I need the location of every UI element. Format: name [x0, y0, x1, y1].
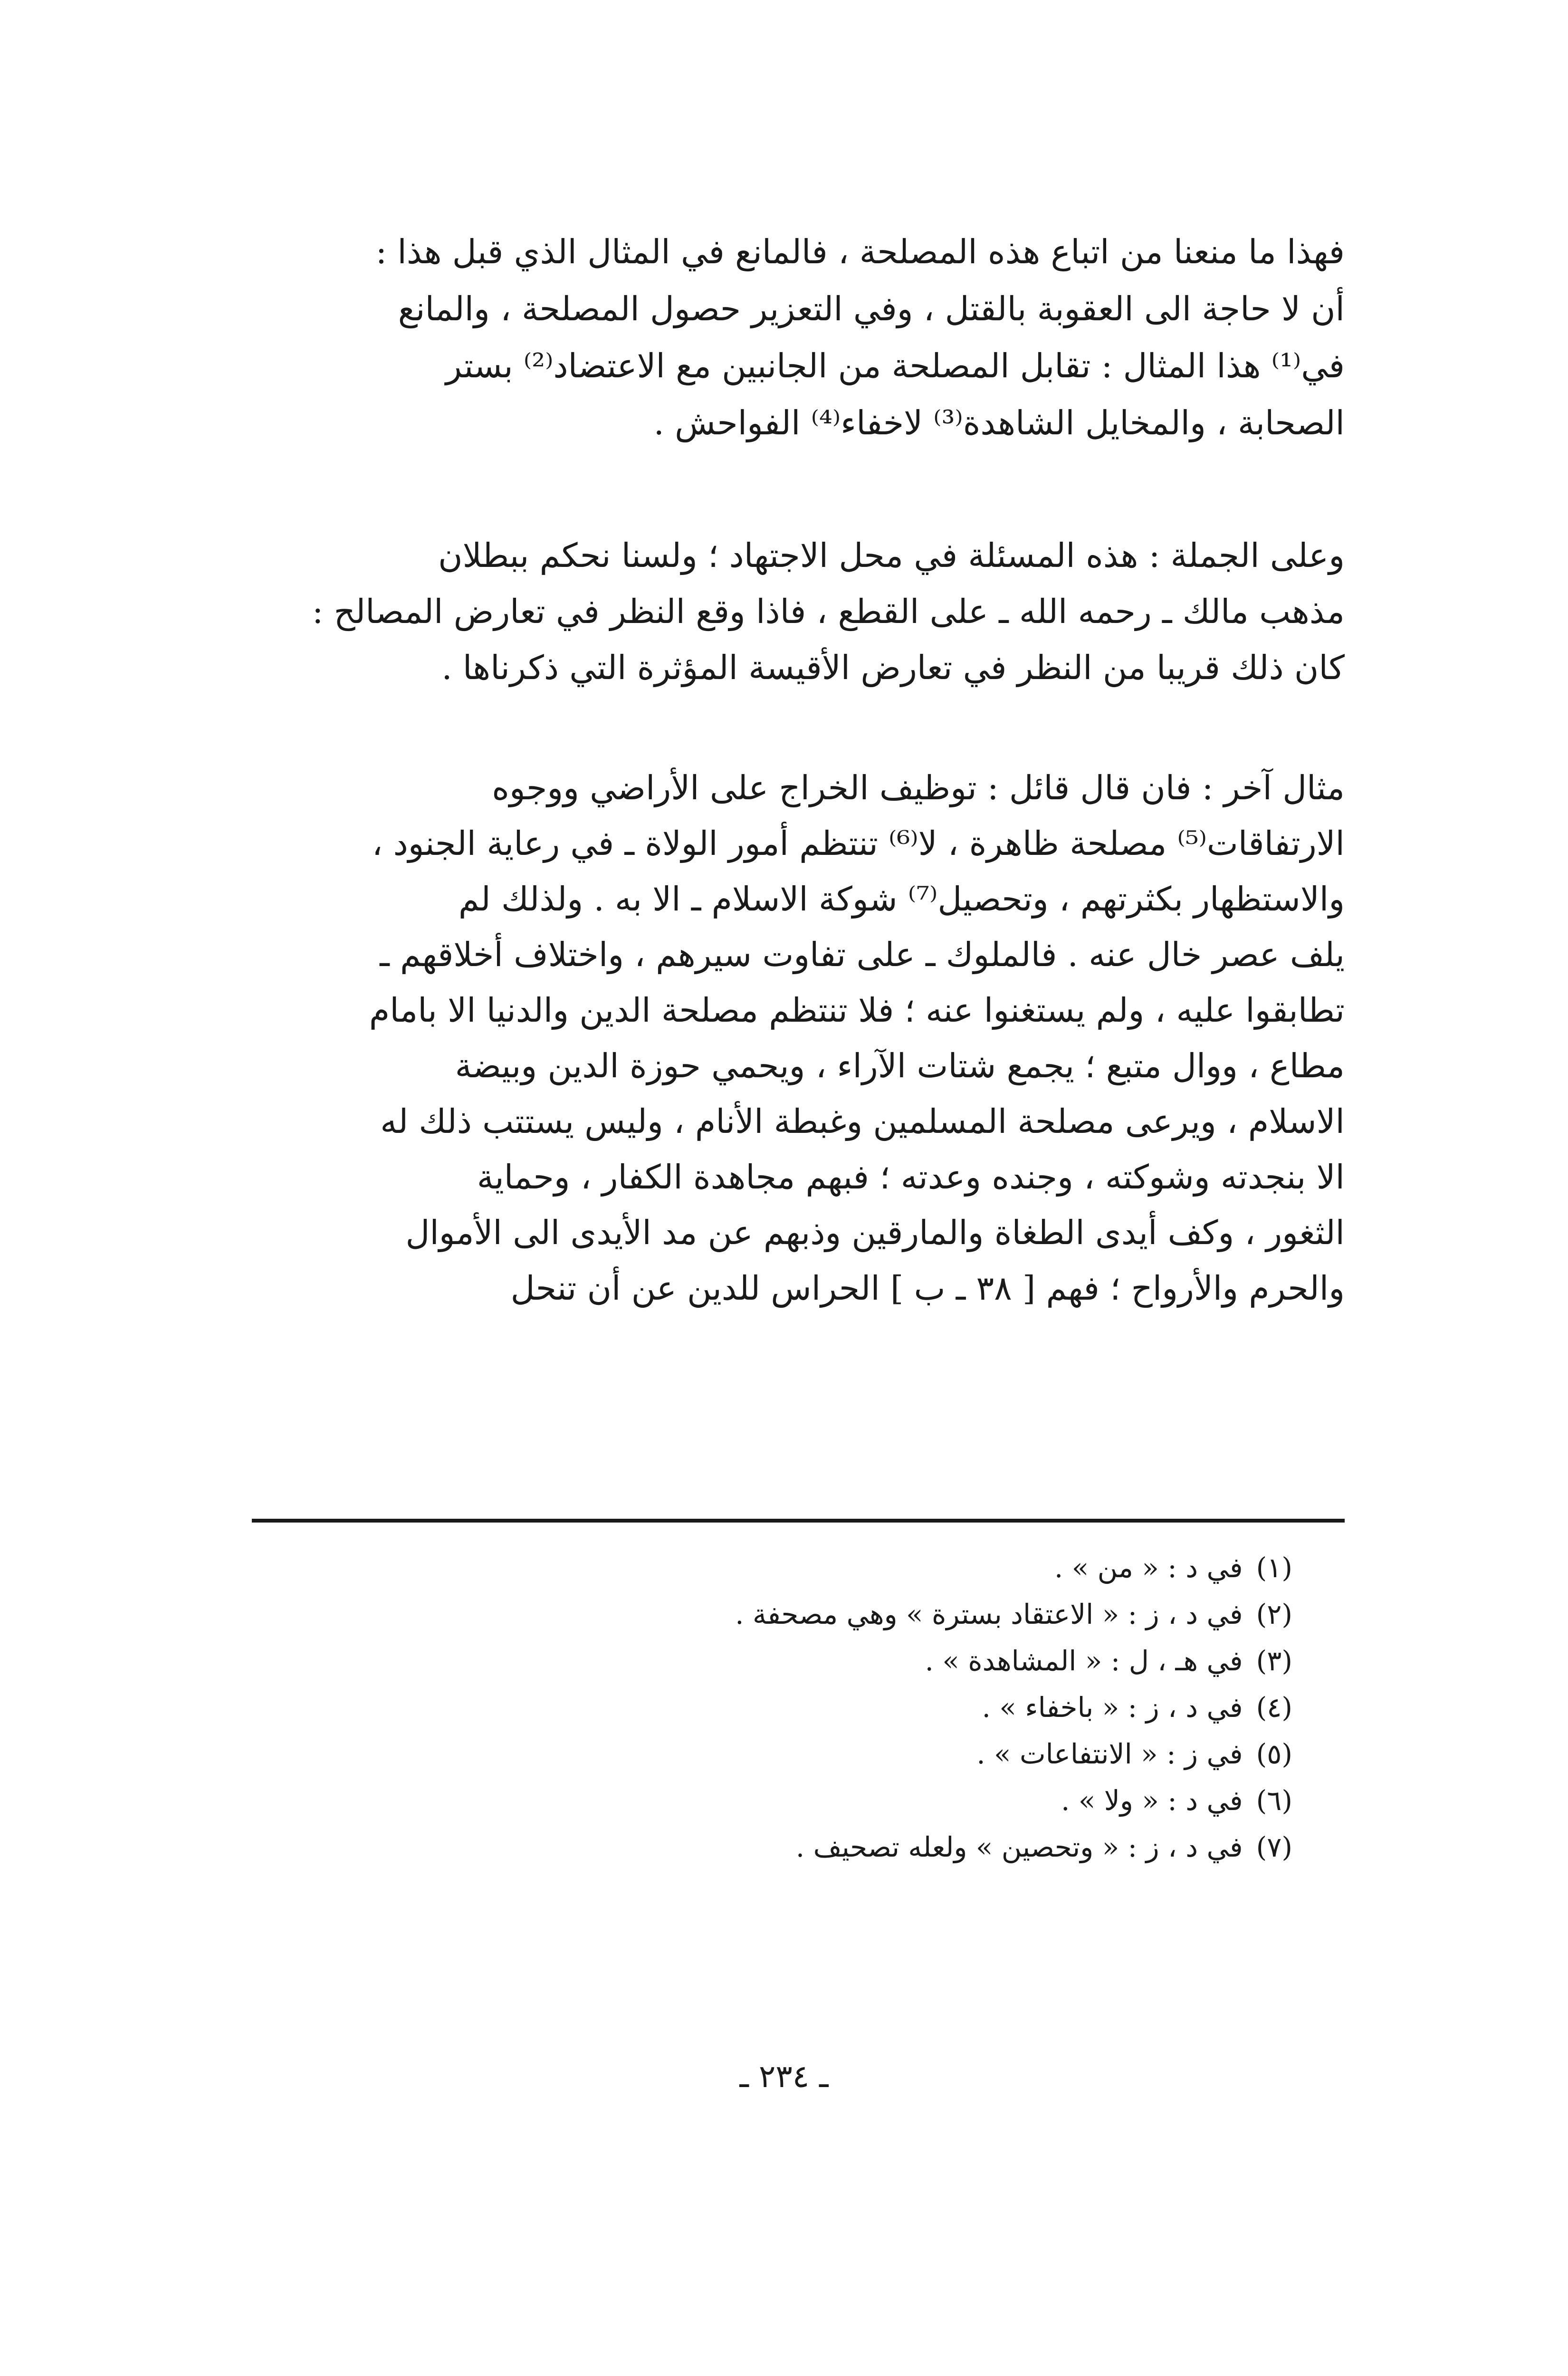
footnote-text: في د ، ز : « باخفاء » .	[982, 1691, 1243, 1724]
text-line: فهذا ما منعنا من اتباع هذه المصلحة ، فالمانع في المثال الذي قبل هذا :	[375, 232, 1345, 271]
paragraph-3	[204, 760, 1345, 1316]
footnote-text: في د ، ز : « الاعتقاد بسترة » وهي مصحفة .	[735, 1598, 1243, 1630]
footnote	[247, 1638, 1292, 1684]
text-line: مذهب مالك ـ رحمه الله ـ على القطع ، فاذا وقع النظر في تعارض المصالح :	[312, 592, 1345, 631]
footnote	[247, 1824, 1292, 1870]
footnote-number: (١)	[1256, 1552, 1292, 1584]
paragraph-2	[204, 527, 1345, 696]
footnote-text: في د : « ولا » .	[1061, 1784, 1243, 1817]
footnote	[247, 1684, 1292, 1731]
text-line: كان ذلك قريبا من النظر في تعارض الأقيسة المؤثرة التي ذكرناها .	[441, 648, 1345, 687]
text-line: يلف عصر خال عنه . فالملوك ـ على تفاوت سيرهم ، واختلاف أخلاقهم ـ	[380, 935, 1345, 974]
text-line: الثغور ، وكف أيدى الطغاة والمارقين وذبهم عن مد الأيدى الى الأموال	[405, 1213, 1345, 1252]
footnote-number: (٢)	[1256, 1598, 1292, 1630]
footnote	[247, 1731, 1292, 1777]
text-line: الصحابة ، والمخايل الشاهدة⁽³⁾ لاخفاء⁽⁴⁾ الفواحش .	[653, 403, 1345, 442]
text-line: مطاع ، ووال متبع ؛ يجمع شتات الآراء ، ويحمي حوزة الدين وبيضة	[455, 1046, 1345, 1085]
footnote-number: (٧)	[1256, 1831, 1292, 1863]
text-line: الا بنجدته وشوكته ، وجنده وعدته ؛ فبهم مجاهدة الكفار ، وحماية	[477, 1158, 1345, 1197]
footnote-text: في هـ ، ل : « المشاهدة » .	[925, 1645, 1243, 1677]
footnote-number: (٦)	[1256, 1784, 1292, 1817]
footnote-text: في ز : « الانتفاعات » .	[976, 1738, 1243, 1770]
text-line: أن لا حاجة الى العقوبة بالقتل ، وفي التعزير حصول المصلحة ، والمانع	[398, 289, 1345, 328]
text-line: وعلى الجملة : هذه المسئلة في محل الاجتهاد ؛ ولسنا نحكم ببطلان	[438, 536, 1345, 575]
footnote	[247, 1544, 1292, 1591]
text-line: والاستظهار بكثرتهم ، وتحصيل⁽⁷⁾ شوكة الاسلام ـ الا به . ولذلك لم	[458, 880, 1345, 919]
text-line: الاسلام ، ويرعى مصلحة المسلمين وغبطة الأنام ، وليس يستتب ذلك له	[380, 1102, 1345, 1141]
text-line: الارتفاقات⁽⁵⁾ مصلحة ظاهرة ، لا⁽⁶⁾ تنتظم أمور الولاة ـ في رعاية الجنود ،	[372, 824, 1345, 863]
footnote-number: (٣)	[1256, 1645, 1292, 1677]
footnote-text: في د : « من » .	[1054, 1552, 1243, 1584]
text-line: مثال آخر : فان قال قائل : توظيف الخراج على الأراضي ووجوه	[492, 768, 1345, 807]
footnote-number: (٥)	[1256, 1738, 1292, 1770]
page-number: ـ ٢٣٤ ـ	[739, 2058, 829, 2095]
text-line: تطابقوا عليه ، ولم يستغنوا عنه ؛ فلا تنتظم مصلحة الدين والدنيا الا بامام	[369, 991, 1345, 1030]
text-line: والحرم والأرواح ؛ فهم [ ٣٨ ـ ب ] الحراس للدين عن أن تنحل	[510, 1269, 1345, 1308]
footnote	[247, 1777, 1292, 1824]
footnote-text: في د ، ز : « وتحصين » ولعله تصحيف .	[795, 1831, 1243, 1863]
footnotes	[247, 1544, 1292, 1870]
text-line: في⁽¹⁾ هذا المثال : تقابل المصلحة من الجانبين مع الاعتضاد⁽²⁾ بستر	[446, 346, 1345, 385]
paragraph-1	[204, 223, 1345, 451]
footnote-number: (٤)	[1256, 1691, 1292, 1724]
footnote	[247, 1591, 1292, 1638]
footnote-separator-rule	[252, 1519, 1345, 1523]
